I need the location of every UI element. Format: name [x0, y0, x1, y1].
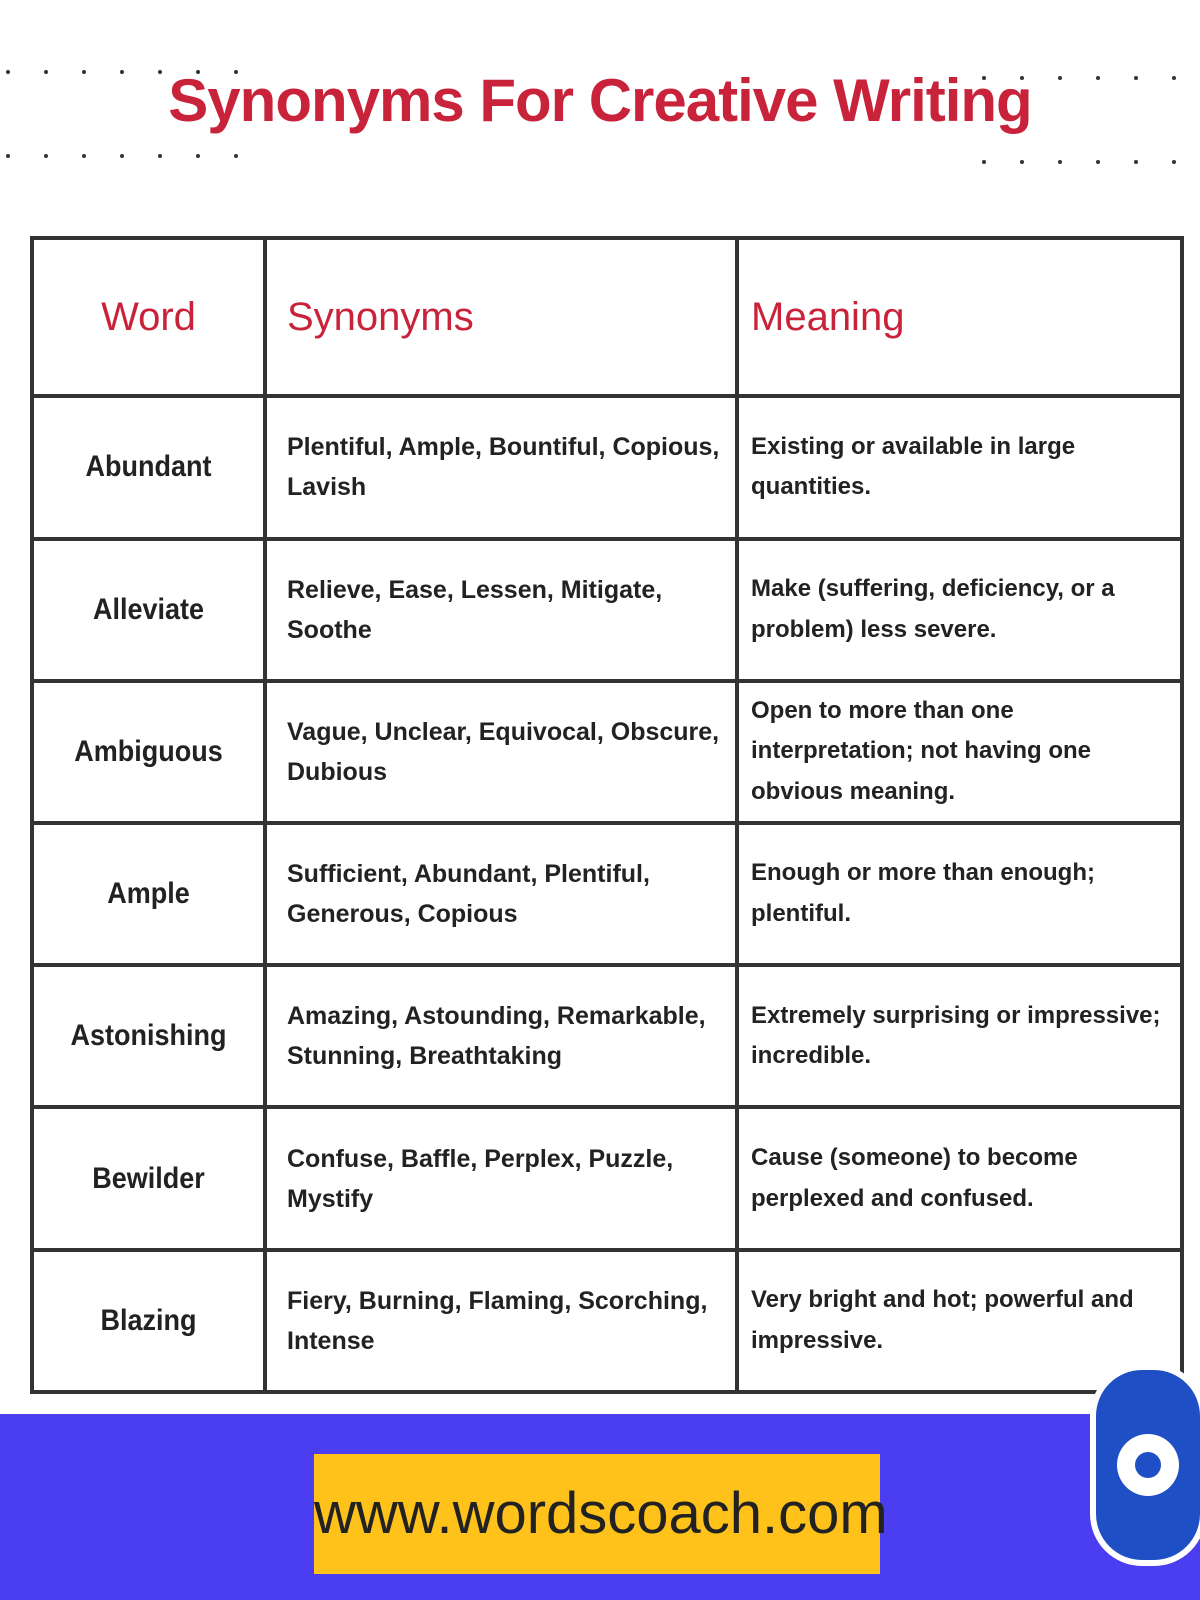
column-header-meaning: Meaning: [737, 238, 1182, 396]
footer-banner: [0, 1414, 1200, 1600]
word-cell: Ambiguous: [44, 681, 254, 823]
synonyms-cell: Plentiful, Ample, Bountiful, Copious, Lavish: [265, 396, 737, 538]
website-url-link[interactable]: www.wordscoach.com: [314, 1454, 880, 1574]
column-header-word: Word: [32, 238, 265, 396]
word-cell: Ample: [44, 823, 254, 965]
synonyms-cell: Sufficient, Abundant, Plentiful, Generous, Copious: [265, 823, 737, 965]
synonyms-cell: Confuse, Baffle, Perplex, Puzzle, Mystify: [265, 1107, 737, 1249]
meaning-cell: Existing or available in large quantities.: [737, 396, 1182, 538]
table-row: [32, 681, 1182, 823]
table-row: [32, 823, 1182, 965]
synonyms-cell: Vague, Unclear, Equivocal, Obscure, Dubious: [265, 681, 737, 823]
meaning-cell: Make (suffering, deficiency, or a problem) less severe.: [737, 539, 1182, 681]
meaning-cell: Extremely surprising or impressive; incredible.: [737, 965, 1182, 1107]
meaning-cell: Open to more than one interpretation; not having one obvious meaning.: [737, 681, 1182, 823]
synonyms-cell: Relieve, Ease, Lessen, Mitigate, Soothe: [265, 539, 737, 681]
table-row: [32, 965, 1182, 1107]
wordscoach-logo-icon: [1090, 1364, 1200, 1566]
meaning-cell: Cause (someone) to become perplexed and confused.: [737, 1107, 1182, 1249]
page-title: Synonyms For Creative Writing: [168, 67, 1032, 134]
word-cell: Blazing: [44, 1250, 254, 1392]
column-header-synonyms: Synonyms: [265, 238, 737, 396]
table-row: [32, 396, 1182, 538]
table-header-row: [32, 238, 1182, 396]
word-cell: Abundant: [44, 396, 254, 538]
synonyms-cell: Amazing, Astounding, Remarkable, Stunning, Breathtaking: [265, 965, 737, 1107]
meaning-cell: Enough or more than enough; plentiful.: [737, 823, 1182, 965]
table-row: [32, 539, 1182, 681]
meaning-cell: Very bright and hot; powerful and impressive.: [737, 1250, 1182, 1392]
word-cell: Astonishing: [44, 965, 254, 1107]
table-row: [32, 1107, 1182, 1249]
word-cell: Alleviate: [44, 539, 254, 681]
table-row: [32, 1250, 1182, 1392]
word-cell: Bewilder: [44, 1107, 254, 1249]
synonyms-table: [30, 236, 1184, 1394]
synonyms-cell: Fiery, Burning, Flaming, Scorching, Intense: [265, 1250, 737, 1392]
